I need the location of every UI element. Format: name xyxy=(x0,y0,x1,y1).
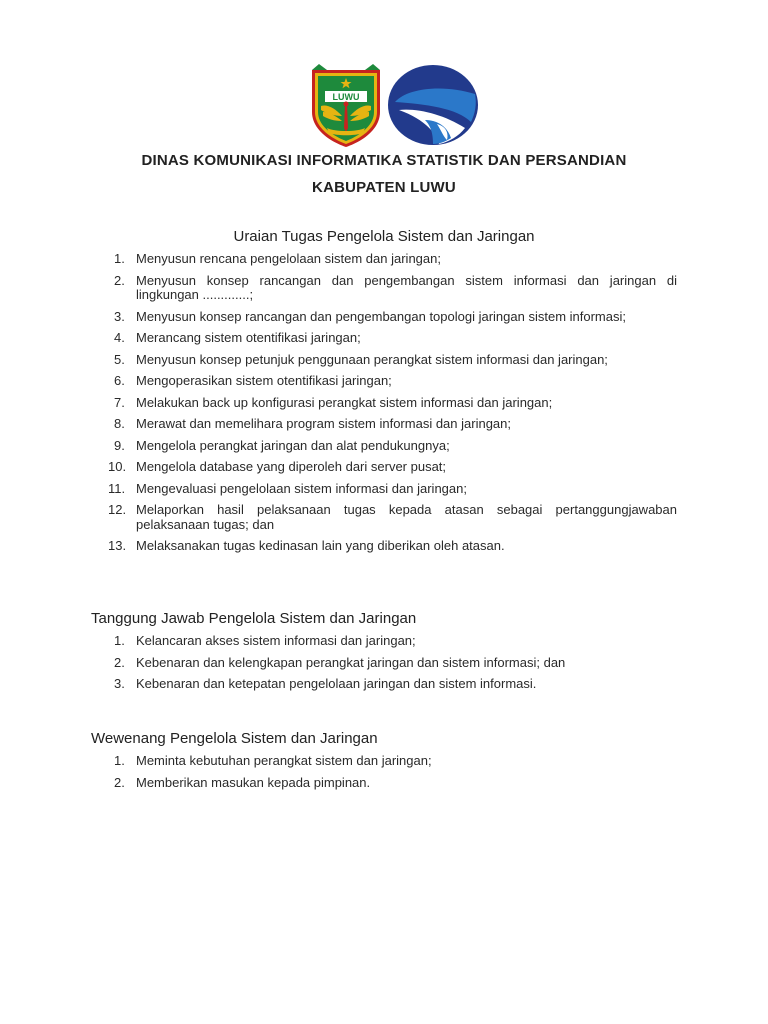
list-item-number: 2. xyxy=(114,272,125,288)
list-item-text: Melaporkan hasil pelaksanaan tugas kepada atasan sebagai pertanggungjawaban pelaksanaan tugas; dan xyxy=(136,502,677,532)
list-item-number: 7. xyxy=(114,394,125,410)
list-item-text: Kelancaran akses sistem informasi dan jaringan; xyxy=(136,633,416,648)
list-item-number: 9. xyxy=(114,437,125,453)
list-item-text: Kebenaran dan ketepatan pengelolaan jaringan dan sistem informasi. xyxy=(136,676,537,691)
list-item-text: Mengoperasikan sistem otentifikasi jaringan; xyxy=(136,373,392,388)
list-item-text: Memberikan masukan kepada pimpinan. xyxy=(136,774,371,790)
list-item-text: Menyusun konsep rancangan dan pengembangan topologi jaringan sistem informasi; xyxy=(136,308,626,324)
list-item-text: Melaksanakan tugas kedinasan lain yang diberikan oleh atasan. xyxy=(136,538,505,553)
list-item-number: 11. xyxy=(108,480,126,496)
list-item-number: 5. xyxy=(114,351,125,367)
list-item-text: Mengelola database yang diperoleh dari server pusat; xyxy=(136,459,447,474)
list-item-number: 3. xyxy=(114,308,125,324)
list-item-number: 2. xyxy=(114,654,125,670)
list-item-number: 1. xyxy=(114,251,125,266)
list-item-number: 3. xyxy=(114,676,125,691)
list-item-text: Menyusun konsep rancangan dan pengembangan sistem informasi dan jaringan di lingkungan .............; xyxy=(136,272,677,302)
list-item xyxy=(108,439,677,454)
section-title-tanggung-jawab: Tanggung Jawab Pengelola Sistem dan Jaringan xyxy=(91,610,417,627)
list-item xyxy=(108,252,677,267)
list-item xyxy=(108,353,677,368)
list-item xyxy=(108,374,677,389)
list-item-text: Mengelola perangkat jaringan dan alat pendukungnya; xyxy=(136,437,450,453)
list-item-text: Menyusun rencana pengelolaan sistem dan jaringan; xyxy=(136,251,441,266)
list-item xyxy=(108,417,677,432)
list-item xyxy=(108,503,677,532)
luwu-regency-emblem xyxy=(309,64,383,148)
kominfo-logo xyxy=(385,64,480,148)
list-item xyxy=(108,331,677,346)
list-item-text: Meminta kebutuhan perangkat sistem dan jaringan; xyxy=(136,753,432,768)
section-title-wewenang: Wewenang Pengelola Sistem dan Jaringan xyxy=(91,730,378,747)
list-item xyxy=(108,634,677,649)
list-item xyxy=(108,274,677,303)
list-item xyxy=(108,776,677,791)
list-item xyxy=(108,539,677,554)
list-item-number: 1. xyxy=(114,753,125,768)
list-item-number: 8. xyxy=(114,416,125,431)
list-item-text: Mengevaluasi pengelolaan sistem informasi dan jaringan; xyxy=(136,480,467,496)
list-item-text: Kebenaran dan kelengkapan perangkat jaringan dan sistem informasi; dan xyxy=(136,654,566,670)
list-item-number: 13. xyxy=(108,538,127,553)
list-item-number: 2. xyxy=(114,774,125,790)
list-item xyxy=(108,482,677,497)
list-item xyxy=(108,656,677,671)
list-item xyxy=(108,754,677,769)
list-item xyxy=(108,677,677,692)
tanggung-jawab-list xyxy=(108,634,677,699)
uraian-tugas-list xyxy=(108,252,677,561)
organization-name-line-1: DINAS KOMUNIKASI INFORMATIKA STATISTIK DAN PERSANDIAN xyxy=(141,152,627,169)
list-item-number: 4. xyxy=(114,330,125,345)
list-item xyxy=(108,460,677,475)
organization-name-line-2: KABUPATEN LUWU xyxy=(312,179,456,196)
list-item-text: Merawat dan memelihara program sistem informasi dan jaringan; xyxy=(136,416,511,431)
emblem-text: LUWU xyxy=(332,92,360,102)
section-title-uraian-tugas: Uraian Tugas Pengelola Sistem dan Jaringan xyxy=(233,228,535,245)
list-item-number: 12. xyxy=(108,502,127,517)
list-item xyxy=(108,310,677,325)
list-item-text: Melakukan back up konfigurasi perangkat sistem informasi dan jaringan; xyxy=(136,394,553,410)
list-item-number: 6. xyxy=(114,373,125,388)
list-item xyxy=(108,396,677,411)
logo-group xyxy=(309,64,484,150)
list-item-text: Menyusun konsep petunjuk penggunaan perangkat sistem informasi dan jaringan; xyxy=(136,351,608,367)
list-item-text: Merancang sistem otentifikasi jaringan; xyxy=(136,330,361,345)
wewenang-list xyxy=(108,754,677,797)
list-item-number: 1. xyxy=(114,633,125,648)
list-item-number: 10. xyxy=(108,459,127,474)
